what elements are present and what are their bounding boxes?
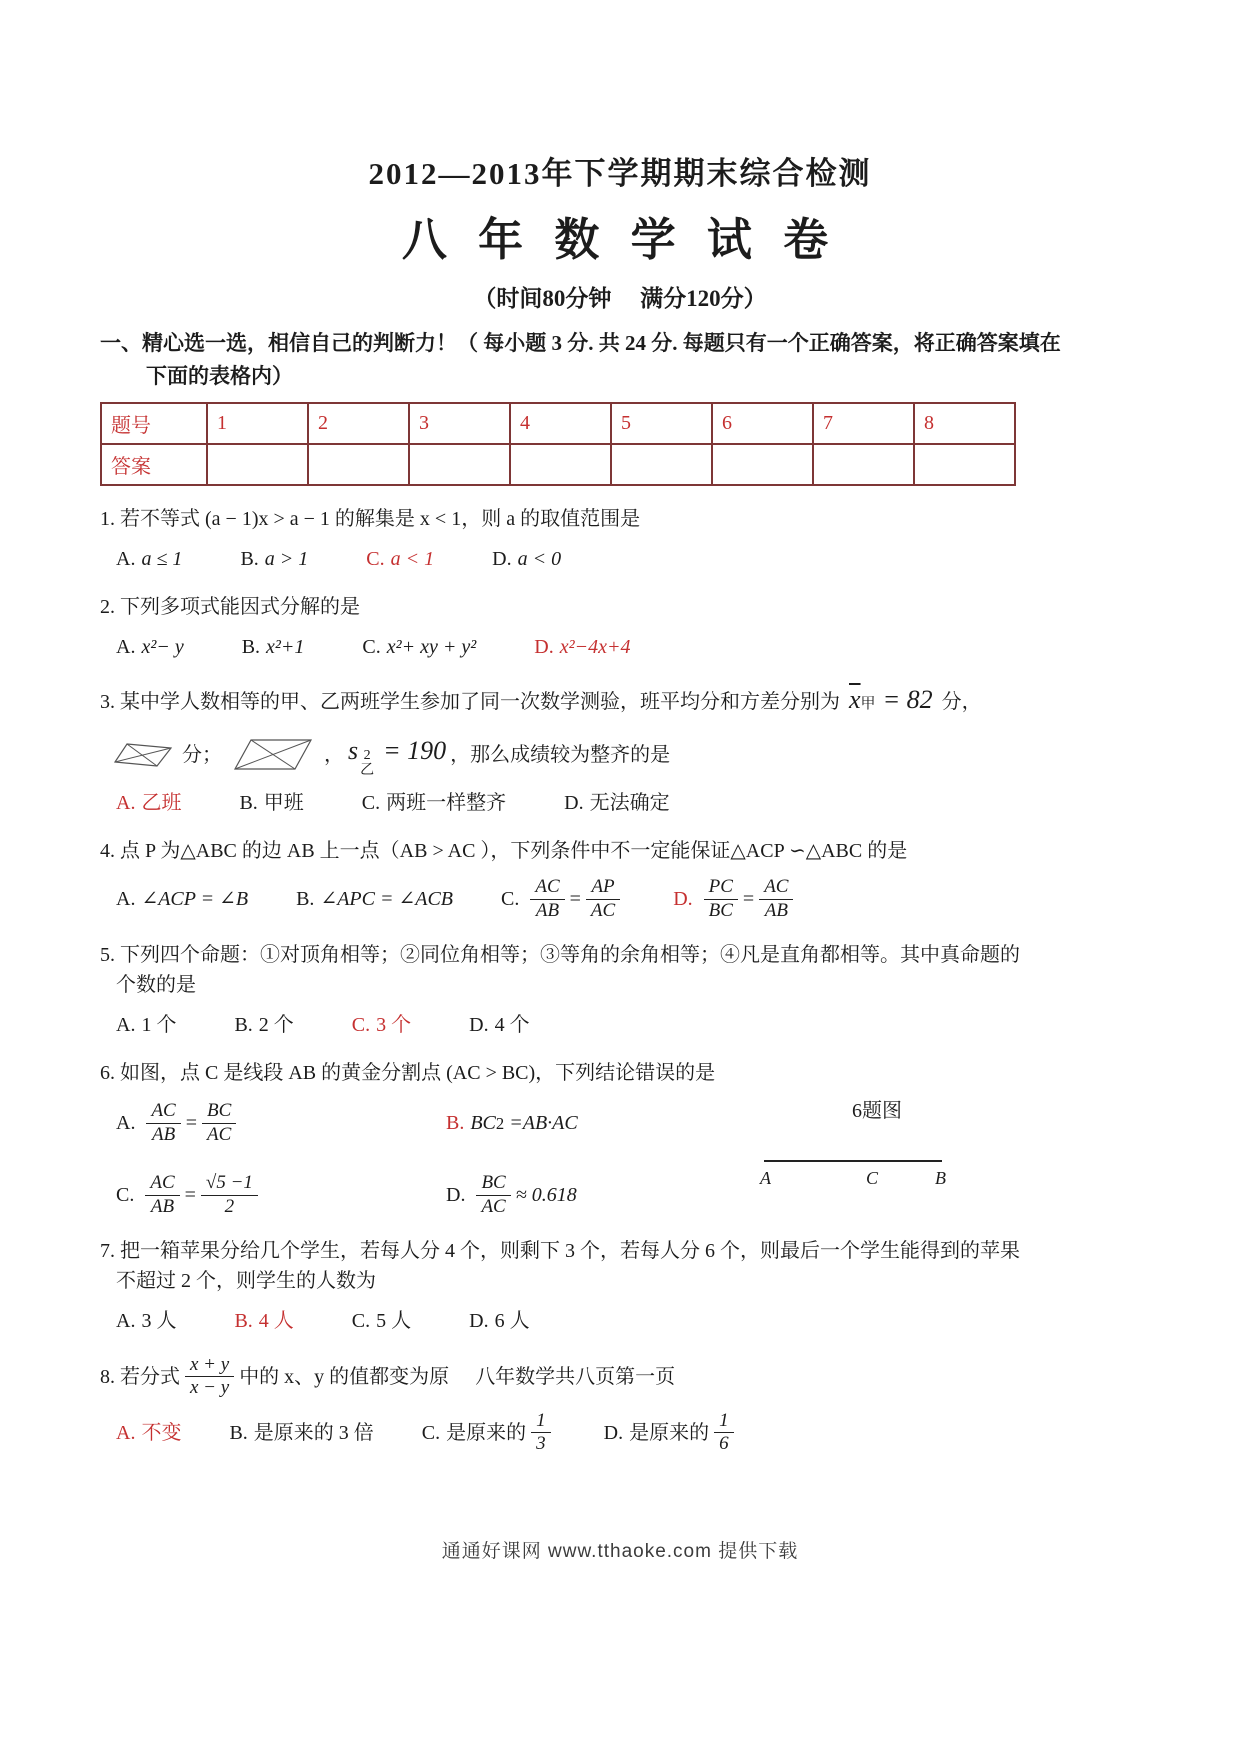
answer-table-number-row	[101, 403, 1015, 444]
fraction: $\frac{1}{6}$	[714, 1410, 734, 1456]
question-7-text-line1: 7. 把一箱苹果分给几个学生，若每人分 4 个，则剩下 3 个，若每人分 6 个，则最后一个学生能得到的苹果	[100, 1239, 1020, 1262]
answer-table-number-2: 2	[308, 403, 409, 444]
question-3-option-a: A. 乙班	[116, 792, 182, 815]
question-6-option-a: A. $\frac{AC}{AB}$ = $\frac{BC}{AC}$	[116, 1100, 446, 1146]
question-8-text-pre: 8. 若分式	[100, 1365, 180, 1388]
question-6-option-d: D. $\frac{BC}{AC}$ ≈ 0.618	[446, 1172, 577, 1217]
question-1-option-d: D. a < 0	[492, 548, 562, 571]
point-label-a: A	[760, 1168, 771, 1189]
figure-caption: 6题图	[852, 1100, 902, 1123]
question-3-option-b: B. 甲班	[239, 792, 304, 815]
parallelogram-figure-small	[113, 739, 175, 771]
question-1-option-c: C. a < 1	[366, 548, 435, 571]
squared-exponent: 2	[495, 1113, 505, 1133]
point-label-b: B	[935, 1168, 946, 1189]
question-3	[100, 680, 1140, 818]
question-6-options	[100, 1100, 736, 1218]
fraction: $\frac{AC}{AB}$	[530, 876, 564, 922]
question-1-option-a: A. a ≤ 1	[116, 548, 183, 571]
page-note: 八年数学共八页第一页	[475, 1365, 676, 1388]
section-one-heading	[100, 327, 1140, 392]
question-4-options	[100, 876, 1140, 922]
question-8-option-c: C. 是原来的 $\frac{1}{3}$	[422, 1410, 556, 1456]
answer-cell-3	[409, 444, 510, 485]
question-1-option-b: B. a > 1	[240, 548, 309, 571]
question-3-text-line1	[100, 680, 1140, 719]
question-7-options	[100, 1306, 1140, 1336]
question-6-body	[100, 1100, 1140, 1218]
answer-table-number-5: 5	[611, 403, 712, 444]
question-8	[100, 1354, 1140, 1456]
q3-comma: ，	[324, 743, 344, 766]
fraction: $\frac{AC}{AB}$	[145, 1172, 179, 1218]
fraction: $\frac{1}{3}$	[531, 1410, 551, 1456]
question-7-option-b: B. 4 人	[234, 1309, 294, 1332]
question-8-option-b: B. 是原来的 3 倍	[229, 1421, 374, 1444]
question-5-text-line1: 5. 下列四个命题：①对顶角相等；②同位角相等；③等角的余角相等；④凡是直角都相等。其中真命题的	[100, 944, 1020, 967]
class-average-formula: $\overline{x}$ 甲 = 82	[849, 685, 933, 715]
question-8-text	[100, 1354, 1140, 1400]
page-title: 2012—2013年下学期期末综合检测	[368, 156, 872, 191]
question-6	[100, 1058, 1140, 1218]
answer-table-number-3: 3	[409, 403, 510, 444]
fraction: $\frac{√5 -1}{2}$	[201, 1172, 258, 1218]
question-2-option-a: A. x²− y	[116, 636, 184, 659]
question-7-option-c: C. 5 人	[351, 1309, 412, 1332]
exam-meta: （时间80分钟 满分120分）	[473, 286, 767, 311]
question-5-options	[100, 1010, 1140, 1040]
question-3-formula-line	[100, 731, 1140, 778]
question-8-text-post: 中的 x、y 的值都变为原	[239, 1365, 450, 1388]
answer-table-number-8: 8	[914, 403, 1015, 444]
question-2-text: 2. 下列多项式能因式分解的是	[100, 596, 360, 619]
question-3-text-post: 分，	[941, 691, 982, 714]
answer-cell-6	[712, 444, 813, 485]
fraction: $\frac{BC}{AC}$	[202, 1100, 236, 1146]
question-3-formula-post: ，那么成绩较为整齐的是	[450, 743, 671, 766]
question-3-options	[100, 788, 1140, 818]
question-2-option-b: B. x²+1	[241, 636, 305, 659]
page-subtitle: 八 年 数 学 试 卷	[401, 215, 839, 265]
question-6-text: 6. 如图，点 C 是线段 AB 的黄金分割点 (AC > BC)，下列结论错误的是	[100, 1062, 716, 1085]
variance-formula: s 2 乙 = 190	[348, 736, 447, 778]
question-6-option-b: B. BC 2 =AB·AC	[446, 1112, 578, 1135]
question-5-text-line2: 个数的是	[116, 974, 196, 997]
section-heading-line2: 下面的表格内）	[146, 363, 293, 388]
question-5-option-d: D. 4 个	[469, 1014, 530, 1037]
section-heading-line1: 一、精心选一选，相信自己的判断力！（ 每小题 3 分. 共 24 分. 每题只有一个正确答案，将正确答案填在	[100, 331, 1061, 355]
question-2-option-c: C. x²+ xy + y²	[362, 636, 477, 659]
question-5	[100, 940, 1140, 1040]
question-4-option-a: A. ∠ACP = ∠B	[116, 888, 249, 911]
question-7-option-d: D. 6 人	[469, 1309, 530, 1332]
answer-cell-7	[813, 444, 914, 485]
question-1-options	[100, 544, 1140, 574]
answer-table-qnum-label: 题号	[101, 403, 207, 444]
fraction: $\frac{PC}{BC}$	[704, 876, 738, 922]
segment-acb-line	[760, 1160, 946, 1189]
answer-table-number-6: 6	[712, 403, 813, 444]
question-2-options	[100, 632, 1140, 662]
question-4-option-c: C. $\frac{AC}{AB}$ = $\frac{AP}{AC}$	[501, 876, 625, 922]
question-3-option-d: D. 无法确定	[564, 792, 670, 815]
question-1	[100, 504, 1140, 574]
variance-supsub: 2 乙	[360, 748, 375, 778]
question-3-text-pre: 3. 某中学人数相等的甲、乙两班学生参加了同一次数学测验，班平均分和方差分别为	[100, 691, 840, 714]
question-2-option-d: D. x²−4x+4	[534, 636, 631, 659]
fraction: $\frac{AP}{AC}$	[586, 876, 620, 922]
fraction: $\frac{BC}{AC}$	[476, 1172, 510, 1218]
question-8-options	[100, 1410, 1140, 1456]
answer-table-number-7: 7	[813, 403, 914, 444]
answer-table-answer-label: 答案	[101, 444, 207, 485]
fraction: $\frac{AC}{AB}$	[759, 876, 793, 922]
question-5-option-a: A. 1 个	[116, 1014, 177, 1037]
fraction: $\frac{x + y}{x - y}$	[185, 1354, 234, 1400]
fraction: $\frac{AC}{AB}$	[146, 1100, 180, 1146]
q3-fen-text: 分；	[182, 743, 222, 766]
question-1-text: 1. 若不等式 (a − 1)x > a − 1 的解集是 x < 1，则 a 的取值范围是	[100, 508, 641, 531]
answer-cell-5	[611, 444, 712, 485]
question-8-option-a: A. 不变	[116, 1421, 182, 1444]
answer-table-number-4: 4	[510, 403, 611, 444]
answer-cell-1	[207, 444, 308, 485]
question-3-option-c: C. 两班一样整齐	[361, 792, 507, 815]
answer-cell-8	[914, 444, 1015, 485]
question-6-option-c: C. $\frac{AC}{AB}$ = $\frac{√5 -1}{2}$	[116, 1172, 446, 1218]
question-7-text-line2: 不超过 2 个，则学生的人数为	[116, 1269, 376, 1292]
question-8-option-d: D. 是原来的 $\frac{1}{6}$	[604, 1410, 739, 1456]
answer-cell-2	[308, 444, 409, 485]
page-footer: 通通好课网 www.tthaoke.com 提供下载	[441, 1540, 799, 1562]
answer-cell-4	[510, 444, 611, 485]
answer-table-answer-row	[101, 444, 1015, 485]
question-2	[100, 592, 1140, 662]
question-5-option-c: C. 3 个	[351, 1014, 412, 1037]
point-label-c: C	[866, 1168, 879, 1189]
parallelogram-figure-large	[229, 735, 317, 775]
question-7-option-a: A. 3 人	[116, 1309, 177, 1332]
question-4-option-d: D. $\frac{PC}{BC}$ = $\frac{AC}{AB}$	[673, 876, 798, 922]
question-4-text: 4. 点 P 为△ABC 的边 AB 上一点（AB > AC ），下列条件中不一定能保证△ACP ∽△ABC 的是	[100, 840, 908, 863]
answer-table-number-1: 1	[207, 403, 308, 444]
question-5-option-b: B. 2 个	[234, 1014, 294, 1037]
question-4-option-b: B. ∠APC = ∠ACB	[296, 888, 453, 911]
question-7	[100, 1236, 1140, 1336]
question-4	[100, 836, 1140, 922]
answer-table	[100, 402, 1016, 486]
question-6-figure	[760, 1096, 975, 1218]
